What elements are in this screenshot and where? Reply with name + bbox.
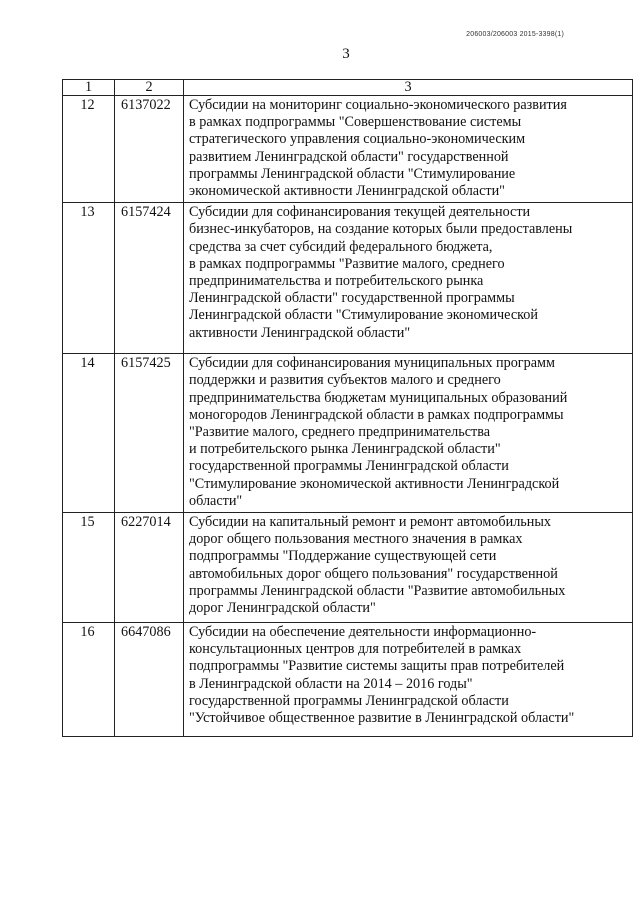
table-row xyxy=(63,623,633,737)
table-row xyxy=(63,96,633,203)
row-code: 6227014 xyxy=(115,513,184,623)
row-description: Субсидии для софинансирования муниципальных программ поддержки и развития субъектов малого и среднего предпринимательства бюджетам муниципальных образований моногородов Ленинградской области в рамках подпрограммы "Развитие малого, среднего предпринимательства и потребительского рынка Ленинградской области" государственной программы Ленинградской области "Стимулирование экономической активности Ленинградской области" xyxy=(184,354,633,513)
table-row xyxy=(63,203,633,354)
page-number: 3 xyxy=(342,46,350,62)
row-number: 16 xyxy=(63,623,115,737)
column-header-description: 3 xyxy=(184,80,633,96)
column-header-code: 2 xyxy=(115,80,184,96)
row-description: Субсидии на капитальный ремонт и ремонт автомобильных дорог общего пользования местного значения в рамках подпрограммы "Поддержание существующей сети автомобильных дорог общего пользования" государственной программы Ленинградской области "Развитие автомобильных дорог Ленинградской области" xyxy=(184,513,633,623)
column-header-number: 1 xyxy=(63,80,115,96)
row-code: 6157425 xyxy=(115,354,184,513)
row-number: 15 xyxy=(63,513,115,623)
subsidies-table xyxy=(62,79,633,737)
row-number: 13 xyxy=(63,203,115,354)
row-code: 6157424 xyxy=(115,203,184,354)
row-description: Субсидии на мониторинг социально-экономического развития в рамках подпрограммы "Совершенствование системы стратегического управления социально-экономическим развитием Ленинградской области" государственной программы Ленинградской области "Стимулирование экономической активности Ленинградской области" xyxy=(184,96,633,203)
table-row xyxy=(63,513,633,623)
row-code: 6137022 xyxy=(115,96,184,203)
table-row xyxy=(63,354,633,513)
row-description: Субсидии на обеспечение деятельности информационно- консультационных центров для потребителей в рамках подпрограммы "Развитие системы защиты прав потребителей в Ленинградской области на 2014 – 2016 годы" государственной программы Ленинградской области "Устойчивое общественное развитие в Ленинградской области" xyxy=(184,623,633,737)
document-registration-stamp: 206003/206003 2015-3398(1) xyxy=(466,31,564,38)
row-code: 6647086 xyxy=(115,623,184,737)
row-description: Субсидии для софинансирования текущей деятельности бизнес-инкубаторов, на создание которых были предоставлены средства за счет субсидий федерального бюджета, в рамках подпрограммы "Развитие малого, среднего предпринимательства и потребительского рынка Ленинградской области" государственной программы Ленинградской области "Стимулирование экономической активности Ленинградской области" xyxy=(184,203,633,354)
table-header-row xyxy=(63,80,633,96)
row-number: 14 xyxy=(63,354,115,513)
row-number: 12 xyxy=(63,96,115,203)
